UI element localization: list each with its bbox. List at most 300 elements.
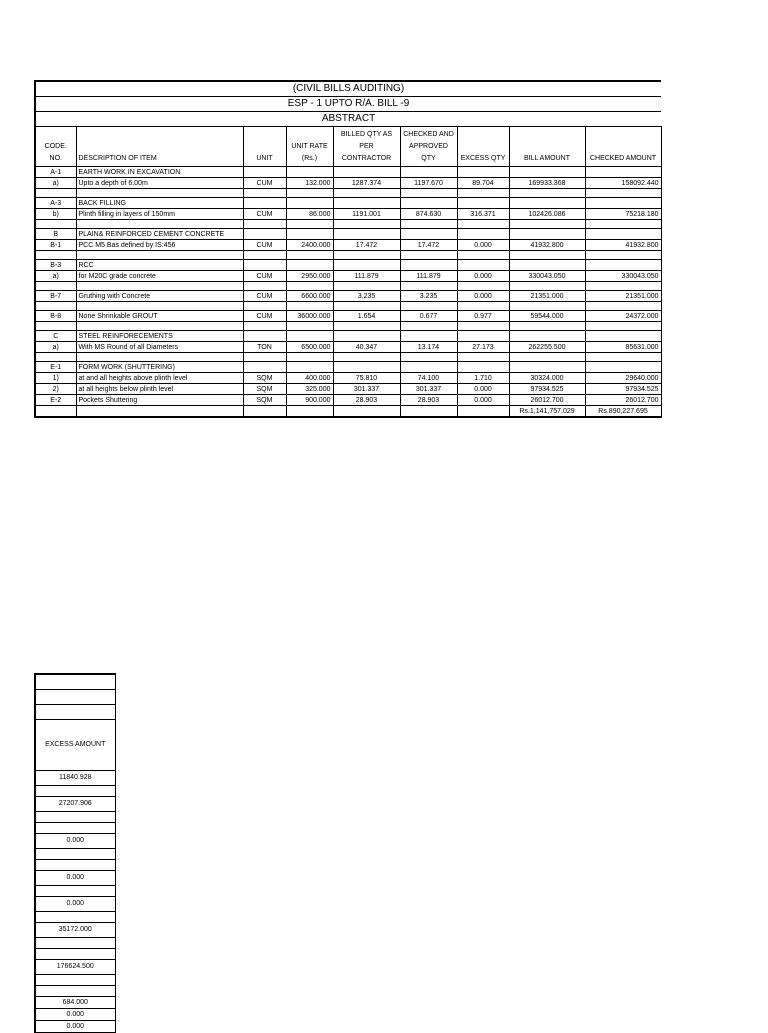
cell-bill-amount: [509, 189, 585, 198]
cell-billed-qty: [333, 251, 400, 260]
table-row: [35, 240, 661, 251]
cell-bill-amount: [509, 282, 585, 291]
cell-billed-qty: [333, 302, 400, 311]
cell-unit: [243, 251, 286, 260]
cell-billed-qty: [333, 220, 400, 229]
cell-billed-qty: 75.810: [333, 373, 400, 384]
cell-rate: [286, 229, 333, 240]
header-checked-amount: CHECKED AMOUNT: [585, 127, 661, 167]
cell-rate: 36000.000: [286, 311, 333, 322]
cell-excess-amount: 0.000: [35, 1021, 115, 1033]
cell-checked-amount: 85631.000: [585, 342, 661, 353]
table-row: [35, 949, 115, 960]
cell-description: PLAIN& REINFORCED CEMENT CONCRETE: [76, 229, 243, 240]
cell-unit: [243, 198, 286, 209]
cell-description: Gruthing with Concrete: [76, 291, 243, 302]
header-bill-amount: BILL AMOUNT: [509, 127, 585, 167]
cell-description: With MS Round of all Diameters: [76, 342, 243, 353]
cell-bill-amount: [509, 198, 585, 209]
cell-code: B: [35, 229, 76, 240]
cell-billed-qty: [333, 229, 400, 240]
table-row: [35, 178, 661, 189]
cell-bill-amount: 41932.800: [509, 240, 585, 251]
table-row: [35, 834, 115, 849]
cell-billed-qty: [333, 167, 400, 178]
cell-checked-amount: [585, 282, 661, 291]
cell-bill-amount: [509, 322, 585, 331]
cell-checked-qty: 1197.670: [400, 178, 457, 189]
cell-excess-qty: [457, 302, 509, 311]
cell-excess-qty: 316.371: [457, 209, 509, 220]
table-row: [35, 189, 661, 198]
cell-unit: SQM: [243, 395, 286, 406]
table-row: [35, 849, 115, 860]
cell-checked-amount: [585, 362, 661, 373]
header-excess-qty: EXCESS QTY: [457, 127, 509, 167]
table-row: [35, 220, 661, 229]
cell-unit: CUM: [243, 240, 286, 251]
cell-checked-qty: [400, 229, 457, 240]
cell-excess-qty: [457, 189, 509, 198]
total-bill-amount: Rs.1,141,757.029: [509, 406, 585, 418]
table-row: [35, 229, 661, 240]
table-row: [35, 871, 115, 886]
table-row: [35, 291, 661, 302]
table-row: [35, 384, 661, 395]
cell-checked-qty: [400, 331, 457, 342]
cell-excess-amount: [35, 975, 115, 986]
cell-excess-qty: 0.000: [457, 291, 509, 302]
table-row: [35, 960, 115, 975]
cell-rate: [286, 189, 333, 198]
cell-bill-amount: 21351.000: [509, 291, 585, 302]
header-code: CODE. NO.: [35, 127, 76, 167]
cell-billed-qty: [333, 322, 400, 331]
cell-excess-amount: 11840.928: [35, 771, 115, 786]
cell-checked-amount: 97934.525: [585, 384, 661, 395]
header-billed-qty: BILLED QTY AS PER CONTRACTOR: [333, 127, 400, 167]
cell-bill-amount: 262255.500: [509, 342, 585, 353]
cell-excess-qty: 89.704: [457, 178, 509, 189]
table-row: [35, 342, 661, 353]
cell-rate: [286, 167, 333, 178]
cell-rate: 6500.000: [286, 342, 333, 353]
cell-billed-qty: [333, 362, 400, 373]
cell-unit: TON: [243, 342, 286, 353]
cell-description: Pockets Shuttering: [76, 395, 243, 406]
cell-description: [76, 322, 243, 331]
cell-bill-amount: [509, 260, 585, 271]
cell-billed-qty: 301.337: [333, 384, 400, 395]
blank-cell: [243, 406, 286, 418]
cell-checked-amount: [585, 198, 661, 209]
cell-code: a): [35, 178, 76, 189]
cell-checked-qty: 0.677: [400, 311, 457, 322]
cell-rate: [286, 353, 333, 362]
table-row: [35, 209, 661, 220]
cell-checked-qty: [400, 260, 457, 271]
header-unit: UNIT: [243, 127, 286, 167]
cell-code: B-7: [35, 291, 76, 302]
cell-excess-amount: [35, 949, 115, 960]
cell-rate: [286, 362, 333, 373]
cell-checked-qty: 28.903: [400, 395, 457, 406]
cell-code: 2): [35, 384, 76, 395]
blank-cell: [333, 406, 400, 418]
cell-code: A-3: [35, 198, 76, 209]
cell-unit: [243, 362, 286, 373]
cell-rate: 900.000: [286, 395, 333, 406]
cell-unit: [243, 322, 286, 331]
cell-excess-amount: 0.000: [35, 834, 115, 849]
table-row: [35, 823, 115, 834]
cell-code: E-1: [35, 362, 76, 373]
header-excess-amount: EXCESS AMOUNT: [35, 720, 115, 771]
cell-billed-qty: [333, 353, 400, 362]
cell-bill-amount: [509, 362, 585, 373]
blank-cell: [286, 406, 333, 418]
cell-description: [76, 189, 243, 198]
cell-rate: [286, 251, 333, 260]
cell-excess-amount: 35172.000: [35, 923, 115, 938]
cell-unit: [243, 331, 286, 342]
cell-code: [35, 282, 76, 291]
cell-billed-qty: 1.654: [333, 311, 400, 322]
cell-bill-amount: [509, 167, 585, 178]
cell-excess-amount: [35, 886, 115, 897]
cell-description: Upto a depth of 6.00m: [76, 178, 243, 189]
table-row: [35, 986, 115, 997]
abstract-table: [34, 80, 662, 418]
cell-checked-amount: 158092.440: [585, 178, 661, 189]
cell-checked-qty: 874.630: [400, 209, 457, 220]
table-row: [35, 1009, 115, 1021]
cell-code: C: [35, 331, 76, 342]
cell-rate: [286, 302, 333, 311]
cell-excess-qty: [457, 322, 509, 331]
excess-amount-table: [34, 673, 116, 1033]
cell-rate: [286, 331, 333, 342]
cell-rate: 6600.000: [286, 291, 333, 302]
cell-excess-qty: 0.000: [457, 271, 509, 282]
cell-code: 1): [35, 373, 76, 384]
header-description: DESCRIPTION OF ITEM: [76, 127, 243, 167]
cell-bill-amount: 97934.525: [509, 384, 585, 395]
cell-excess-amount: [35, 986, 115, 997]
table-row: [35, 1021, 115, 1033]
table-row: [35, 997, 115, 1009]
cell-code: B-8: [35, 311, 76, 322]
cell-billed-qty: 3.235: [333, 291, 400, 302]
cell-checked-amount: 24372.000: [585, 311, 661, 322]
cell-checked-qty: [400, 322, 457, 331]
cell-checked-amount: [585, 322, 661, 331]
cell-unit: [243, 302, 286, 311]
cell-excess-amount: [35, 812, 115, 823]
cell-checked-qty: 17.472: [400, 240, 457, 251]
cell-bill-amount: [509, 302, 585, 311]
cell-excess-qty: [457, 251, 509, 260]
cell-checked-amount: [585, 229, 661, 240]
cell-checked-qty: 74.100: [400, 373, 457, 384]
table-row: [35, 167, 661, 178]
cell-code: a): [35, 271, 76, 282]
cell-rate: 86.000: [286, 209, 333, 220]
cell-rate: 2400.000: [286, 240, 333, 251]
cell-checked-amount: 21351.000: [585, 291, 661, 302]
cell-excess-amount: [35, 786, 115, 797]
cell-bill-amount: [509, 331, 585, 342]
cell-rate: 132.000: [286, 178, 333, 189]
table-row: [35, 331, 661, 342]
sheet-heading: ABSTRACT: [35, 112, 661, 127]
column-headers: [35, 127, 661, 167]
cell-excess-amount: 0.000: [35, 1009, 115, 1021]
table-row: [35, 260, 661, 271]
cell-rate: [286, 322, 333, 331]
cell-checked-amount: [585, 220, 661, 229]
table-row: [35, 322, 661, 331]
cell-checked-qty: [400, 220, 457, 229]
cell-excess-qty: 0.977: [457, 311, 509, 322]
blank-cell: [35, 674, 115, 690]
table-row: [35, 251, 661, 260]
cell-unit: [243, 220, 286, 229]
cell-bill-amount: 102426.086: [509, 209, 585, 220]
cell-excess-amount: 27207.906: [35, 797, 115, 812]
cell-excess-qty: 0.000: [457, 395, 509, 406]
cell-code: [35, 353, 76, 362]
table-row: [35, 786, 115, 797]
table-row: [35, 923, 115, 938]
cell-excess-qty: [457, 229, 509, 240]
table-row: [35, 362, 661, 373]
cell-checked-qty: [400, 353, 457, 362]
table-row: [35, 897, 115, 912]
cell-description: [76, 353, 243, 362]
cell-checked-amount: [585, 260, 661, 271]
table-row: [35, 282, 661, 291]
table-row: [35, 812, 115, 823]
cell-excess-qty: [457, 353, 509, 362]
cell-checked-qty: 111.879: [400, 271, 457, 282]
cell-excess-amount: [35, 938, 115, 949]
cell-description: None Shrinkable GROUT: [76, 311, 243, 322]
cell-description: Plinth filling in layers of 150mm: [76, 209, 243, 220]
cell-bill-amount: 26012.700: [509, 395, 585, 406]
cell-code: [35, 302, 76, 311]
cell-bill-amount: 59544.000: [509, 311, 585, 322]
cell-unit: [243, 189, 286, 198]
cell-code: a): [35, 342, 76, 353]
table-row: [35, 860, 115, 871]
blank-cell: [76, 406, 243, 418]
cell-bill-amount: [509, 251, 585, 260]
cell-excess-qty: [457, 167, 509, 178]
cell-checked-amount: [585, 353, 661, 362]
cell-rate: 400.000: [286, 373, 333, 384]
cell-excess-amount: [35, 849, 115, 860]
cell-excess-qty: [457, 260, 509, 271]
cell-code: A-1: [35, 167, 76, 178]
cell-code: [35, 189, 76, 198]
cell-billed-qty: [333, 282, 400, 291]
cell-billed-qty: [333, 198, 400, 209]
cell-checked-amount: 41932.800: [585, 240, 661, 251]
cell-checked-qty: [400, 362, 457, 373]
table-row: [35, 311, 661, 322]
table-row: [35, 797, 115, 812]
cell-rate: 2950.000: [286, 271, 333, 282]
cell-checked-amount: [585, 167, 661, 178]
sheet-title: (CIVIL BILLS AUDITING): [35, 81, 661, 97]
cell-description: [76, 251, 243, 260]
cell-excess-amount: 176624.500: [35, 960, 115, 975]
table-row: [35, 975, 115, 986]
cell-unit: CUM: [243, 178, 286, 189]
table-row: [35, 271, 661, 282]
cell-unit: CUM: [243, 209, 286, 220]
cell-billed-qty: [333, 331, 400, 342]
cell-unit: [243, 353, 286, 362]
cell-excess-qty: [457, 331, 509, 342]
cell-excess-amount: 0.000: [35, 871, 115, 886]
cell-unit: SQM: [243, 384, 286, 395]
cell-checked-qty: [400, 251, 457, 260]
cell-excess-qty: 27.173: [457, 342, 509, 353]
cell-checked-amount: [585, 189, 661, 198]
cell-excess-qty: 1.710: [457, 373, 509, 384]
cell-description: at all heights below plinth level: [76, 384, 243, 395]
cell-description: EARTH WORK IN EXCAVATION: [76, 167, 243, 178]
table-row: [35, 912, 115, 923]
blank-cell: [400, 406, 457, 418]
blank-cell: [457, 406, 509, 418]
cell-excess-amount: [35, 823, 115, 834]
cell-unit: [243, 282, 286, 291]
cell-checked-amount: [585, 331, 661, 342]
cell-checked-qty: [400, 198, 457, 209]
cell-unit: [243, 229, 286, 240]
cell-rate: [286, 198, 333, 209]
cell-checked-qty: 13.174: [400, 342, 457, 353]
cell-billed-qty: [333, 260, 400, 271]
cell-excess-qty: [457, 362, 509, 373]
blank-cell: [35, 406, 76, 418]
sheet-subtitle: ESP - 1 UPTO R/A. BILL -9: [35, 97, 661, 112]
cell-excess-qty: [457, 198, 509, 209]
cell-billed-qty: 1191.001: [333, 209, 400, 220]
cell-excess-qty: [457, 282, 509, 291]
cell-code: B-1: [35, 240, 76, 251]
cell-rate: [286, 220, 333, 229]
cell-excess-qty: 0.000: [457, 240, 509, 251]
table-row: [35, 938, 115, 949]
cell-billed-qty: 1287.374: [333, 178, 400, 189]
totals-row: [35, 406, 661, 418]
cell-unit: CUM: [243, 291, 286, 302]
table-row: [35, 302, 661, 311]
cell-checked-amount: 75218.180: [585, 209, 661, 220]
cell-unit: CUM: [243, 311, 286, 322]
cell-description: FORM WORK (SHUTTERING): [76, 362, 243, 373]
total-checked-amount: Rs.890,227.695: [585, 406, 661, 418]
cell-checked-qty: 301.337: [400, 384, 457, 395]
cell-excess-qty: 0.000: [457, 384, 509, 395]
cell-bill-amount: 169933.368: [509, 178, 585, 189]
cell-excess-amount: 684.000: [35, 997, 115, 1009]
header-checked-qty: CHECKED AND APPROVED QTY: [400, 127, 457, 167]
table-row: [35, 395, 661, 406]
cell-unit: [243, 260, 286, 271]
cell-unit: [243, 167, 286, 178]
table-row: [35, 373, 661, 384]
cell-checked-qty: [400, 282, 457, 291]
cell-description: BACK FILLING: [76, 198, 243, 209]
cell-checked-amount: [585, 302, 661, 311]
cell-checked-qty: [400, 167, 457, 178]
cell-rate: [286, 260, 333, 271]
blank-cell: [35, 705, 115, 720]
cell-checked-qty: 3.235: [400, 291, 457, 302]
cell-description: RCC: [76, 260, 243, 271]
cell-billed-qty: 111.879: [333, 271, 400, 282]
cell-code: B-3: [35, 260, 76, 271]
cell-checked-amount: 330043.050: [585, 271, 661, 282]
cell-description: at and all heights above plinth level: [76, 373, 243, 384]
cell-checked-amount: [585, 251, 661, 260]
cell-unit: CUM: [243, 271, 286, 282]
cell-description: for M20C grade concrete: [76, 271, 243, 282]
cell-checked-qty: [400, 189, 457, 198]
cell-description: [76, 220, 243, 229]
cell-code: [35, 220, 76, 229]
cell-rate: [286, 282, 333, 291]
cell-checked-qty: [400, 302, 457, 311]
cell-description: STEEL REINFORECEMENTS: [76, 331, 243, 342]
cell-rate: 325.000: [286, 384, 333, 395]
cell-description: [76, 302, 243, 311]
table-row: [35, 886, 115, 897]
cell-bill-amount: 30324.000: [509, 373, 585, 384]
cell-bill-amount: [509, 229, 585, 240]
cell-excess-amount: 0.000: [35, 897, 115, 912]
cell-code: [35, 322, 76, 331]
cell-bill-amount: 330043.050: [509, 271, 585, 282]
cell-description: PCC M5 Bas defined by IS:456: [76, 240, 243, 251]
blank-cell: [35, 690, 115, 705]
cell-excess-qty: [457, 220, 509, 229]
cell-billed-qty: [333, 189, 400, 198]
cell-excess-amount: [35, 860, 115, 871]
cell-bill-amount: [509, 220, 585, 229]
cell-checked-amount: 29640.000: [585, 373, 661, 384]
cell-checked-amount: 26012.700: [585, 395, 661, 406]
table-row: [35, 771, 115, 786]
table-row: [35, 198, 661, 209]
cell-excess-amount: [35, 912, 115, 923]
cell-code: [35, 251, 76, 260]
table-row: [35, 353, 661, 362]
cell-billed-qty: 40.347: [333, 342, 400, 353]
cell-bill-amount: [509, 353, 585, 362]
header-rate: UNIT RATE (Rs.): [286, 127, 333, 167]
cell-code: E-2: [35, 395, 76, 406]
cell-unit: SQM: [243, 373, 286, 384]
cell-billed-qty: 28.903: [333, 395, 400, 406]
cell-billed-qty: 17.472: [333, 240, 400, 251]
cell-code: b): [35, 209, 76, 220]
